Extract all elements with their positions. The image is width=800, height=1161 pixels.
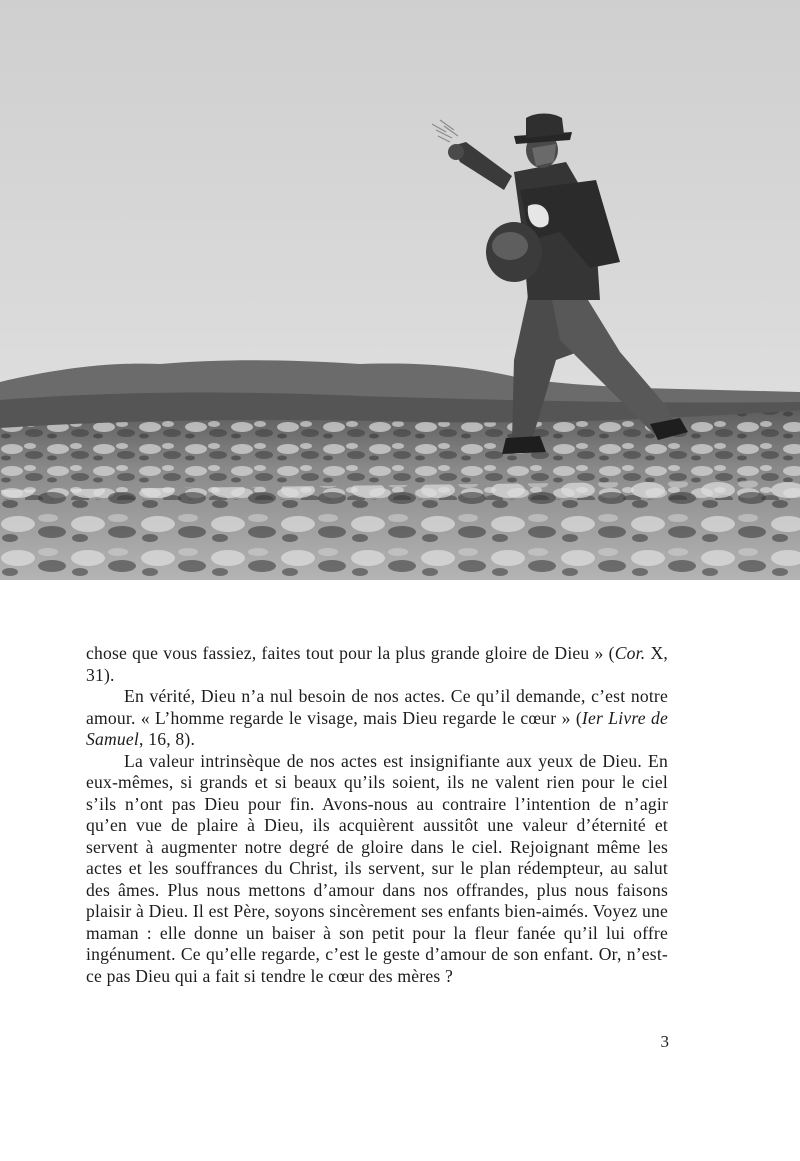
paragraph-1 (86, 643, 668, 686)
paragraph-2-text-end: , 16, 8). (139, 729, 196, 749)
sower-photo-illustration (0, 0, 800, 580)
sower-photograph (0, 0, 800, 580)
page-number: 3 (660, 1032, 669, 1051)
field-texture-foreground (0, 480, 800, 580)
citation-samuel: Ier Livre de Samuel (86, 707, 668, 749)
body-text (86, 643, 668, 987)
paragraph-1-text-start: chose que vous fassiez, faites tout pour la plus grande gloire de Dieu » ( (86, 643, 615, 663)
paragraph-2 (86, 686, 668, 751)
paragraph-3: La valeur intrinsèque de nos actes est insignifiante aux yeux de Dieu. En eux-mêmes, si grands et si beaux qu’ils soient, ils ne valent rien pour le ciel s’ils n’ont pas Dieu pour fin. Avons-nous au contraire l’intention de n’agir qu’en vue de plaire à Dieu, ils acquièrent aussitôt une valeur d’éternité et servent à augmenter notre degré de gloire dans le ciel. Rejoignant même les actes et les souffrances du Christ, ils servent, sur le plan rédempteur, au salut des âmes. Plus nous mettons d’amour dans nos offrandes, plus nous faisons plaisir à Dieu. Il est Père, soyons sincèrement ses enfants bien-aimés. Voyez une maman : elle donne un baiser à son petit pour la fleur fanée qu’il lui offre ingénument. Ce qu’elle regarde, c’est le geste d’amour de son enfant. Or, n’est-ce pas Dieu qui a fait si tendre le cœur des mères ? (86, 750, 668, 986)
citation-corinthians: Cor. (614, 643, 646, 663)
paragraph-2-text-start: En vérité, Dieu n’a nul besoin de nos actes. Ce qu’il demande, c’est notre amour. « L’homme regarde le visage, mais Dieu regarde le cœur » ( (86, 686, 668, 728)
paragraph-1-text-end: X, 31). (86, 643, 668, 685)
